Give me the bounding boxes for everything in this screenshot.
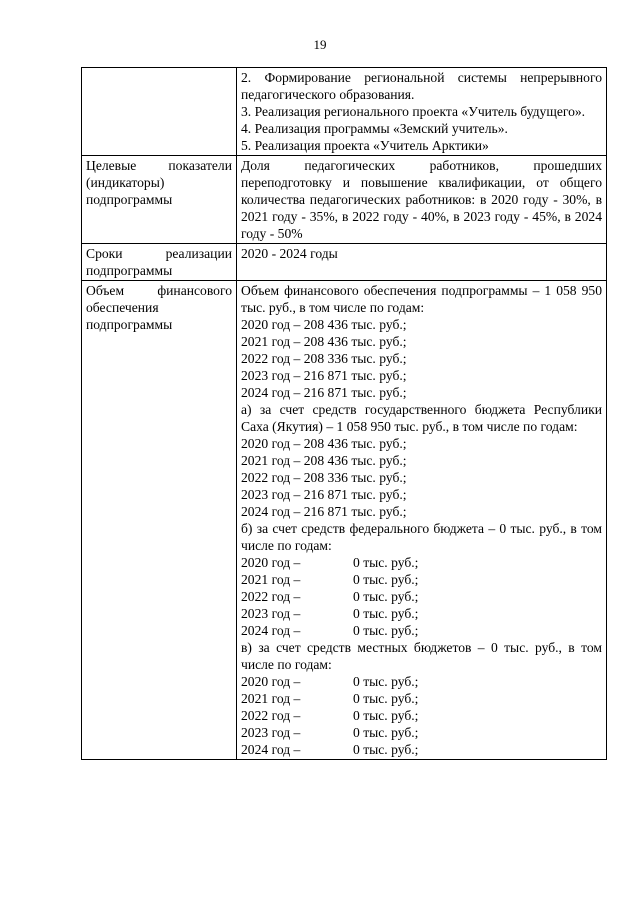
local-amount: 0 тыс. руб.; [353, 674, 419, 689]
local-year-line [241, 690, 602, 707]
task-item: 2. Формирование региональной системы непрерывного педагогического образования. [241, 70, 602, 102]
funding-label-cell: Объем финансового обеспечения подпрограммы [82, 281, 237, 760]
state-year-line: 2022 год – 208 336 тыс. руб.; [241, 470, 407, 485]
federal-amount: 0 тыс. руб.; [353, 572, 419, 587]
federal-year-line [241, 605, 602, 622]
table-row-indicators [82, 156, 607, 244]
funding-content-cell [237, 281, 607, 760]
terms-content-cell [237, 244, 607, 281]
local-budget-intro: в) за счет средств местных бюджетов – 0 тыс. руб., в том числе по годам: [241, 640, 602, 672]
state-year-line: 2023 год – 216 871 тыс. руб.; [241, 487, 407, 502]
local-year: 2020 год – [241, 674, 301, 689]
state-year-line: 2024 год – 216 871 тыс. руб.; [241, 504, 407, 519]
federal-year-line [241, 622, 602, 639]
funding-year-line: 2024 год – 216 871 тыс. руб.; [241, 385, 407, 400]
local-amount: 0 тыс. руб.; [353, 725, 419, 740]
federal-amount: 0 тыс. руб.; [353, 623, 419, 638]
local-year: 2021 год – [241, 691, 301, 706]
funding-year-line: 2022 год – 208 336 тыс. руб.; [241, 351, 407, 366]
local-year-line [241, 707, 602, 724]
federal-year: 2023 год – [241, 606, 301, 621]
federal-amount: 0 тыс. руб.; [353, 589, 419, 604]
table-row-funding [82, 281, 607, 760]
local-amount: 0 тыс. руб.; [353, 708, 419, 723]
federal-year: 2020 год – [241, 555, 301, 570]
task-item: 4. Реализация программы «Земский учитель». [241, 121, 508, 136]
federal-year: 2024 год – [241, 623, 301, 638]
state-year-line: 2020 год – 208 436 тыс. руб.; [241, 436, 407, 451]
subprogram-passport-table [81, 67, 607, 760]
indicators-content-cell: Доля педагогических работников, прошедших переподготовку и повышение квалификации, от общего количества педагогических работников: в 2020 году - 30%, в 2021 году - 35%, в 2022 году - 40%, в 2023 году - 45%, в 2024 году - 50% [237, 156, 607, 244]
task-item: 3. Реализация регионального проекта «Учитель будущего». [241, 104, 586, 119]
table-row-terms [82, 244, 607, 281]
federal-budget-intro: б) за счет средств федерального бюджета – 0 тыс. руб., в том числе по годам: [241, 521, 602, 553]
funding-year-line: 2023 год – 216 871 тыс. руб.; [241, 368, 407, 383]
federal-year-line [241, 571, 602, 588]
federal-amount: 0 тыс. руб.; [353, 606, 419, 621]
local-year-line [241, 741, 602, 758]
terms-label-cell: Сроки реализации подпрограммы [82, 244, 237, 281]
federal-amount: 0 тыс. руб.; [353, 555, 419, 570]
page-number: 19 [313, 37, 327, 52]
table-row-tasks [82, 68, 607, 156]
local-year-line [241, 673, 602, 690]
state-year-line: 2021 год – 208 436 тыс. руб.; [241, 453, 407, 468]
local-amount: 0 тыс. руб.; [353, 691, 419, 706]
funding-intro: Объем финансового обеспечения подпрограммы – 1 058 950 тыс. руб., в том числе по годам: [241, 283, 602, 315]
federal-year: 2021 год – [241, 572, 301, 587]
tasks-label-cell [82, 68, 237, 156]
local-amount: 0 тыс. руб.; [353, 742, 419, 757]
local-year: 2023 год – [241, 725, 301, 740]
state-budget-intro: а) за счет средств государственного бюджета Республики Саха (Якутия) – 1 058 950 тыс. руб., в том числе по годам: [241, 402, 602, 434]
federal-year-line [241, 554, 602, 571]
tasks-content-cell [237, 68, 607, 156]
task-item: 5. Реализация проекта «Учитель Арктики» [241, 138, 489, 153]
funding-year-line: 2021 год – 208 436 тыс. руб.; [241, 334, 407, 349]
local-year: 2022 год – [241, 708, 301, 723]
terms-text: 2020 - 2024 годы [241, 246, 338, 261]
funding-year-line: 2020 год – 208 436 тыс. руб.; [241, 317, 407, 332]
local-year: 2024 год – [241, 742, 301, 757]
federal-year-line [241, 588, 602, 605]
indicators-label-cell: Целевые показатели (индикаторы) подпрограммы [82, 156, 237, 244]
federal-year: 2022 год – [241, 589, 301, 604]
local-year-line [241, 724, 602, 741]
